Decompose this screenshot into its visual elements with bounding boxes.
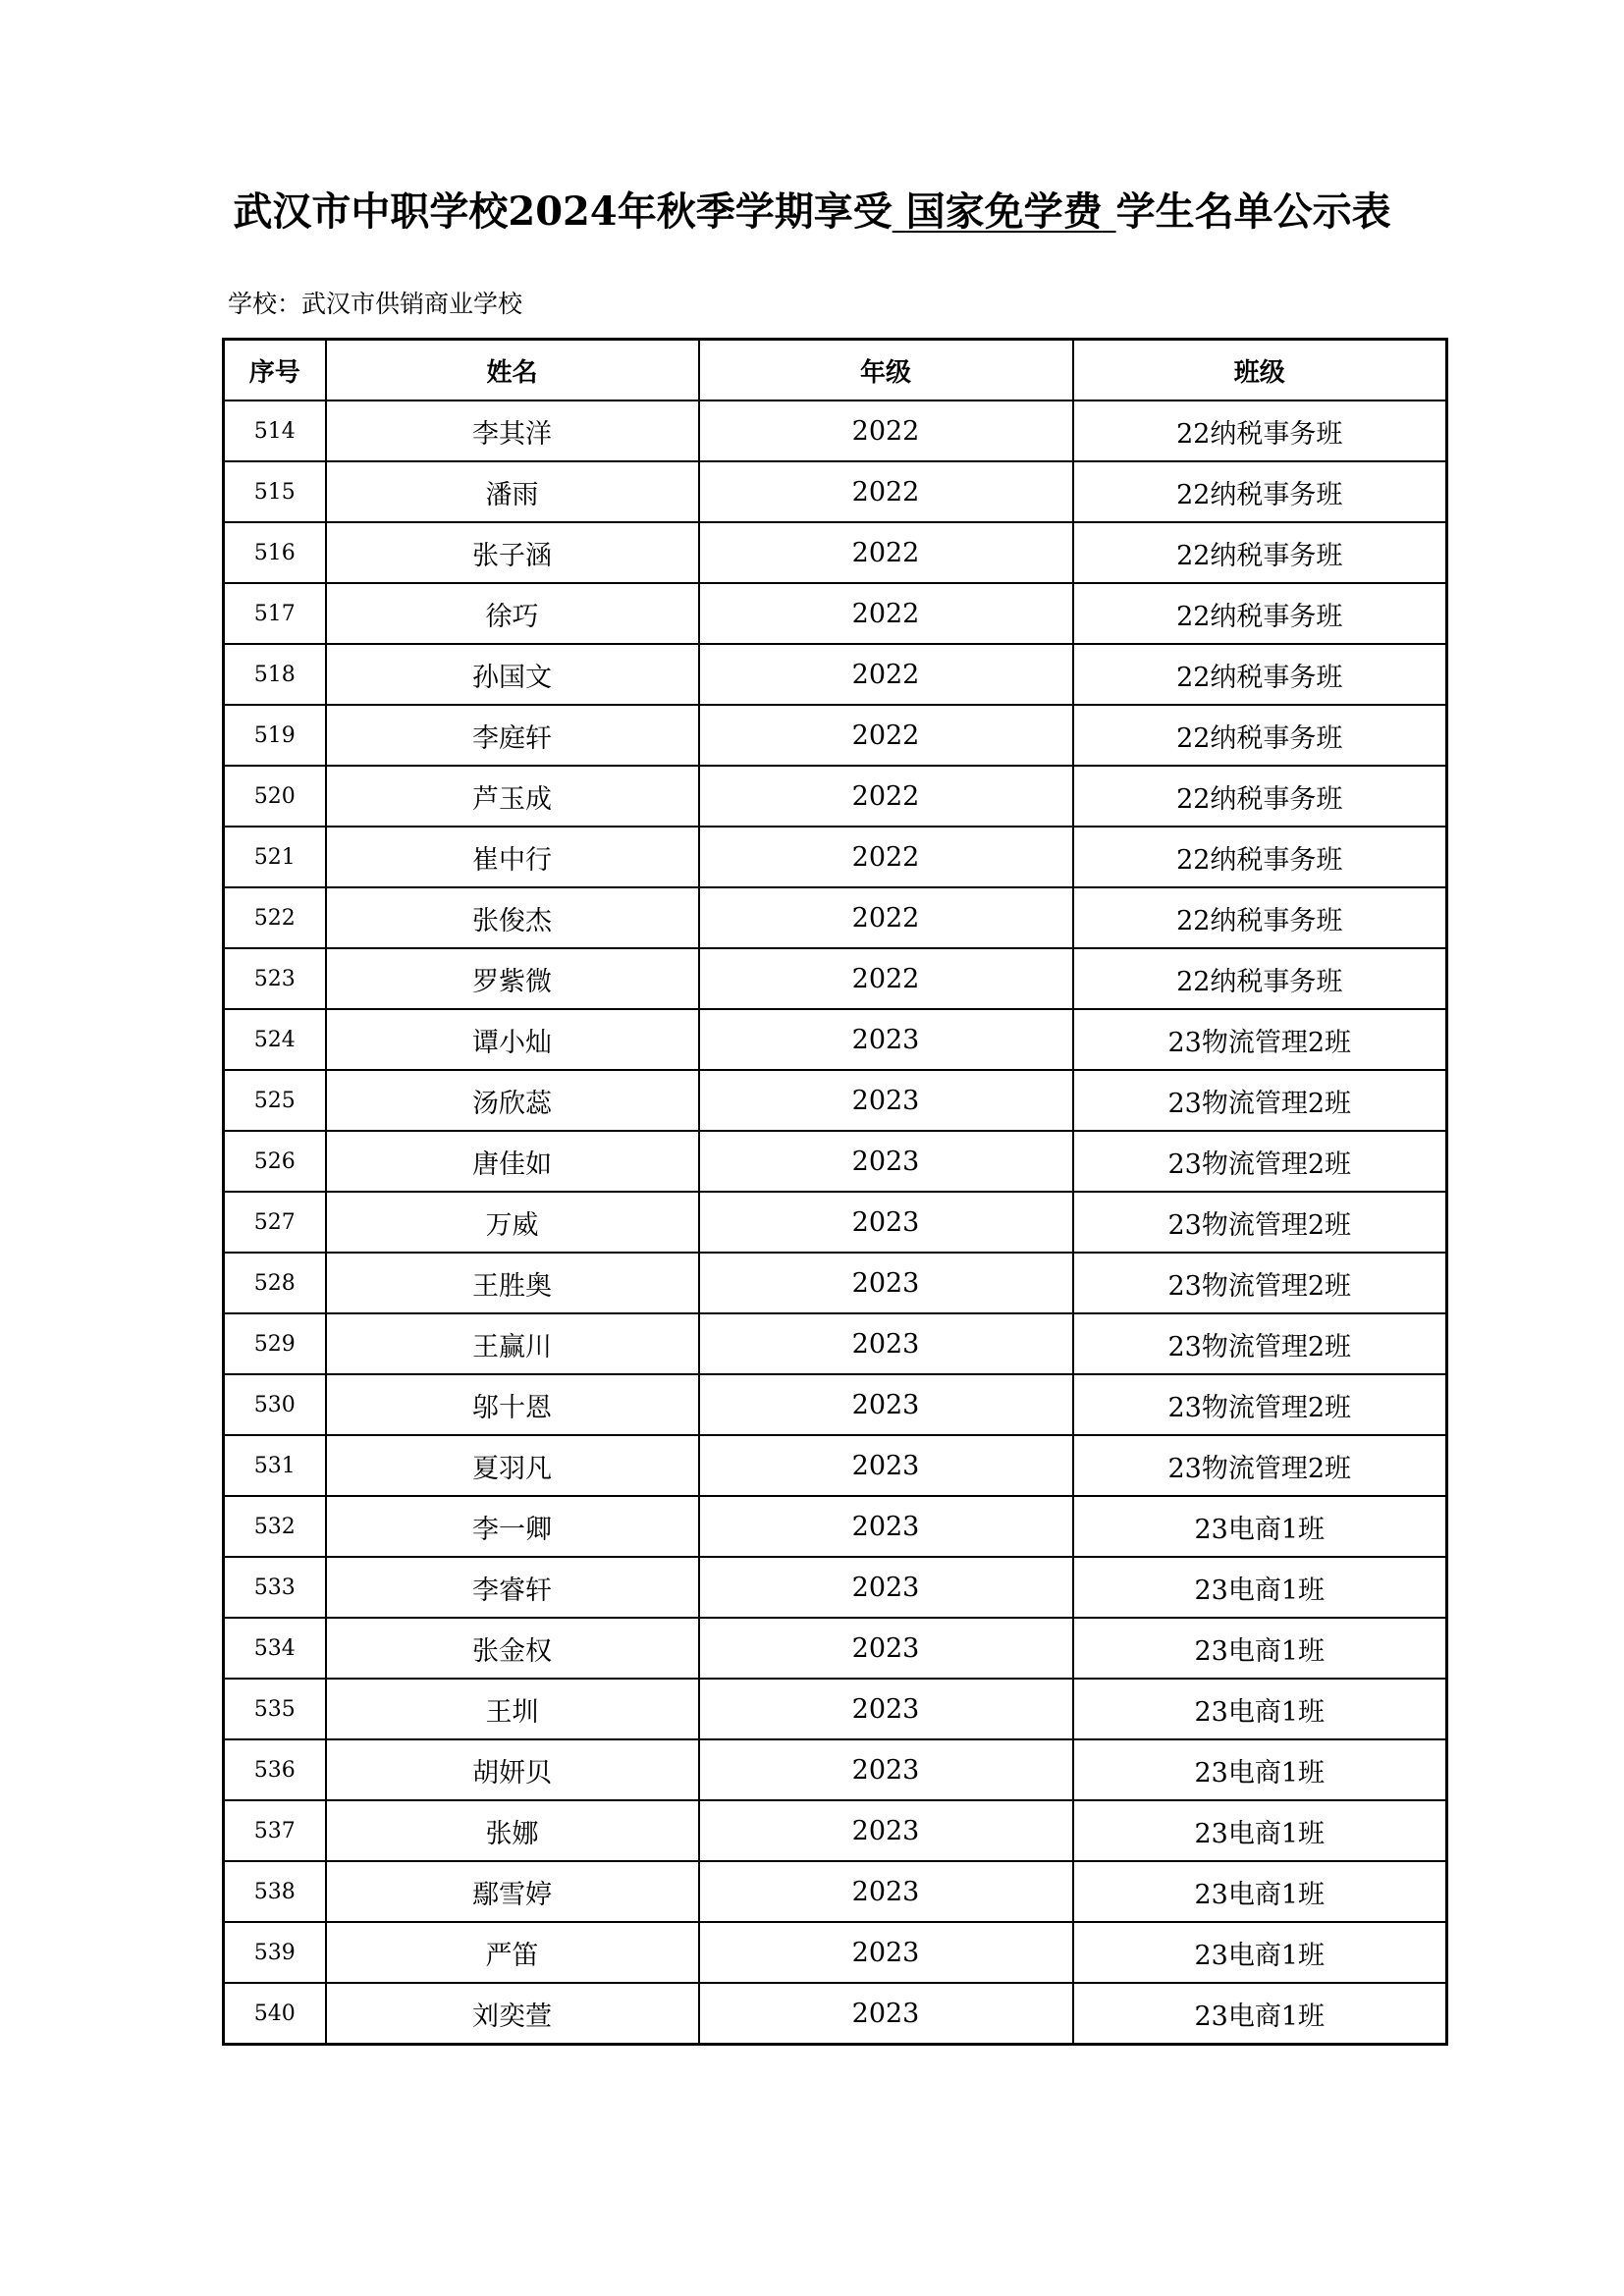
cell-grade: 2023 (699, 1192, 1073, 1253)
cell-name: 张俊杰 (326, 887, 699, 948)
cell-class: 22纳税事务班 (1073, 522, 1447, 583)
cell-name: 王胜奥 (326, 1253, 699, 1313)
cell-name: 夏羽凡 (326, 1435, 699, 1496)
cell-seq: 522 (224, 887, 326, 948)
header-class: 班级 (1073, 340, 1447, 401)
cell-grade: 2023 (699, 1496, 1073, 1557)
table-row (224, 583, 1447, 644)
cell-class: 23物流管理2班 (1073, 1070, 1447, 1131)
title-emphasis-text: 国家免学费 (905, 188, 1103, 235)
cell-grade: 2023 (699, 1070, 1073, 1131)
page-title (0, 185, 1624, 240)
cell-grade: 2023 (699, 1922, 1073, 1983)
table-row (224, 1557, 1447, 1618)
cell-class: 22纳税事务班 (1073, 766, 1447, 827)
cell-grade: 2022 (699, 705, 1073, 766)
table-row (224, 461, 1447, 522)
cell-grade: 2023 (699, 1800, 1073, 1861)
cell-grade: 2022 (699, 766, 1073, 827)
cell-name: 邬十恩 (326, 1374, 699, 1435)
cell-class: 23物流管理2班 (1073, 1313, 1447, 1374)
cell-name: 李其洋 (326, 400, 699, 461)
cell-grade: 2023 (699, 1009, 1073, 1070)
table-row (224, 1192, 1447, 1253)
cell-seq: 527 (224, 1192, 326, 1253)
cell-grade: 2022 (699, 948, 1073, 1009)
cell-class: 23电商1班 (1073, 1922, 1447, 1983)
cell-class: 23电商1班 (1073, 1679, 1447, 1739)
table-row (224, 948, 1447, 1009)
cell-class: 23电商1班 (1073, 1861, 1447, 1922)
cell-seq: 518 (224, 644, 326, 705)
table-row (224, 705, 1447, 766)
cell-grade: 2022 (699, 644, 1073, 705)
cell-class: 23电商1班 (1073, 1739, 1447, 1800)
cell-name: 鄢雪婷 (326, 1861, 699, 1922)
student-roster-table (222, 338, 1448, 2046)
cell-name: 王赢川 (326, 1313, 699, 1374)
table-row (224, 1679, 1447, 1739)
cell-class: 23物流管理2班 (1073, 1131, 1447, 1192)
cell-name: 胡妍贝 (326, 1739, 699, 1800)
cell-seq: 531 (224, 1435, 326, 1496)
cell-class: 23电商1班 (1073, 1496, 1447, 1557)
table-header-row (224, 340, 1447, 401)
cell-class: 22纳税事务班 (1073, 827, 1447, 887)
cell-seq: 530 (224, 1374, 326, 1435)
table-row (224, 1070, 1447, 1131)
cell-class: 22纳税事务班 (1073, 705, 1447, 766)
table-row (224, 522, 1447, 583)
title-prefix: 武汉市中职学校2024年秋季学期享受 (233, 188, 893, 235)
cell-seq: 540 (224, 1983, 326, 2045)
table-row (224, 1618, 1447, 1679)
cell-seq: 528 (224, 1253, 326, 1313)
cell-seq: 537 (224, 1800, 326, 1861)
cell-seq: 521 (224, 827, 326, 887)
cell-grade: 2023 (699, 1131, 1073, 1192)
cell-name: 唐佳如 (326, 1131, 699, 1192)
cell-grade: 2023 (699, 1313, 1073, 1374)
cell-seq: 536 (224, 1739, 326, 1800)
table-row (224, 827, 1447, 887)
cell-grade: 2023 (699, 1679, 1073, 1739)
cell-name: 刘奕萱 (326, 1983, 699, 2045)
cell-name: 罗紫微 (326, 948, 699, 1009)
cell-grade: 2023 (699, 1374, 1073, 1435)
cell-name: 汤欣蕊 (326, 1070, 699, 1131)
cell-grade: 2022 (699, 887, 1073, 948)
cell-seq: 523 (224, 948, 326, 1009)
cell-class: 22纳税事务班 (1073, 887, 1447, 948)
cell-class: 22纳税事务班 (1073, 948, 1447, 1009)
cell-grade: 2022 (699, 522, 1073, 583)
table-row (224, 1922, 1447, 1983)
cell-seq: 533 (224, 1557, 326, 1618)
cell-name: 李睿轩 (326, 1557, 699, 1618)
cell-class: 23电商1班 (1073, 1618, 1447, 1679)
cell-seq: 535 (224, 1679, 326, 1739)
cell-name: 李一卿 (326, 1496, 699, 1557)
cell-name: 李庭轩 (326, 705, 699, 766)
cell-name: 谭小灿 (326, 1009, 699, 1070)
cell-seq: 519 (224, 705, 326, 766)
table-row (224, 766, 1447, 827)
cell-seq: 538 (224, 1861, 326, 1922)
cell-seq: 532 (224, 1496, 326, 1557)
cell-grade: 2023 (699, 1739, 1073, 1800)
table-row (224, 1253, 1447, 1313)
cell-seq: 525 (224, 1070, 326, 1131)
cell-class: 23物流管理2班 (1073, 1253, 1447, 1313)
cell-class: 22纳税事务班 (1073, 461, 1447, 522)
cell-grade: 2023 (699, 1618, 1073, 1679)
cell-name: 严笛 (326, 1922, 699, 1983)
header-seq: 序号 (224, 340, 326, 401)
table-row (224, 400, 1447, 461)
table-row (224, 1800, 1447, 1861)
school-line: 学校：武汉市供销商业学校 (228, 290, 523, 318)
cell-seq: 526 (224, 1131, 326, 1192)
table-row (224, 1739, 1447, 1800)
table-row (224, 887, 1447, 948)
cell-seq: 524 (224, 1009, 326, 1070)
cell-class: 23物流管理2班 (1073, 1435, 1447, 1496)
table-row (224, 1131, 1447, 1192)
cell-name: 张娜 (326, 1800, 699, 1861)
cell-class: 23物流管理2班 (1073, 1374, 1447, 1435)
cell-grade: 2023 (699, 1253, 1073, 1313)
title-suffix: 学生名单公示表 (1115, 188, 1391, 235)
cell-grade: 2022 (699, 583, 1073, 644)
table-row (224, 1983, 1447, 2045)
cell-name: 万威 (326, 1192, 699, 1253)
cell-class: 23物流管理2班 (1073, 1192, 1447, 1253)
cell-class: 22纳税事务班 (1073, 400, 1447, 461)
cell-name: 崔中行 (326, 827, 699, 887)
cell-seq: 534 (224, 1618, 326, 1679)
table-row (224, 1435, 1447, 1496)
cell-grade: 2022 (699, 400, 1073, 461)
table-row (224, 1313, 1447, 1374)
cell-name: 王圳 (326, 1679, 699, 1739)
cell-class: 22纳税事务班 (1073, 644, 1447, 705)
cell-grade: 2023 (699, 1983, 1073, 2045)
cell-seq: 516 (224, 522, 326, 583)
cell-name: 徐巧 (326, 583, 699, 644)
table-body (224, 400, 1447, 2045)
cell-class: 22纳税事务班 (1073, 583, 1447, 644)
cell-name: 芦玉成 (326, 766, 699, 827)
table-row (224, 1374, 1447, 1435)
cell-grade: 2023 (699, 1435, 1073, 1496)
table-row (224, 1496, 1447, 1557)
cell-grade: 2023 (699, 1861, 1073, 1922)
header-name: 姓名 (326, 340, 699, 401)
cell-seq: 515 (224, 461, 326, 522)
cell-seq: 529 (224, 1313, 326, 1374)
cell-class: 23电商1班 (1073, 1557, 1447, 1618)
cell-seq: 520 (224, 766, 326, 827)
cell-class: 23电商1班 (1073, 1983, 1447, 2045)
cell-grade: 2022 (699, 827, 1073, 887)
table-row (224, 1009, 1447, 1070)
cell-name: 潘雨 (326, 461, 699, 522)
cell-seq: 539 (224, 1922, 326, 1983)
table-row (224, 644, 1447, 705)
table-row (224, 1861, 1447, 1922)
header-grade: 年级 (699, 340, 1073, 401)
title-emphasis (893, 188, 1116, 235)
cell-class: 23物流管理2班 (1073, 1009, 1447, 1070)
cell-name: 张子涵 (326, 522, 699, 583)
cell-seq: 517 (224, 583, 326, 644)
cell-class: 23电商1班 (1073, 1800, 1447, 1861)
cell-name: 孙国文 (326, 644, 699, 705)
cell-name: 张金权 (326, 1618, 699, 1679)
cell-grade: 2022 (699, 461, 1073, 522)
cell-seq: 514 (224, 400, 326, 461)
cell-grade: 2023 (699, 1557, 1073, 1618)
